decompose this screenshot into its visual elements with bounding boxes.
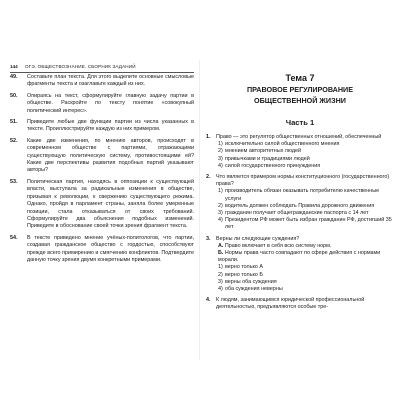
question-item	[10, 93, 194, 115]
page-number: 144	[10, 64, 18, 69]
judgment-text: Право включает в себя всю систему норм.	[224, 242, 332, 249]
part-label: Часть 1	[285, 118, 315, 127]
option-text: исключительно силой общественного мнения	[225, 141, 340, 148]
question-item	[10, 74, 194, 89]
question-number: 52.	[10, 137, 18, 144]
answer-option	[216, 148, 394, 155]
question-text: Какие две изменения, по мнению авторов, происходят в современном обществе с партиями, отражающими существующую политическую систему, противостоящими ей? Какие две перспективы развития подобных партий указывают авторы?	[27, 137, 194, 174]
answer-options	[216, 264, 394, 293]
task-item	[206, 236, 394, 294]
task-number: 2.	[206, 174, 211, 181]
answer-option	[216, 163, 394, 170]
task-item	[206, 134, 394, 170]
question-text: Опираясь на текст, сформулируйте главную задачу партии в обществе. Раскройте по тексту понятие «совокупный политический интерес».	[27, 92, 194, 114]
judgment-text: Нормы права часто совпадают по сфере действия с нормами морали.	[218, 250, 381, 264]
option-text: гражданин получает общегражданские паспорта с 14 лет	[225, 210, 369, 217]
question-list	[10, 74, 194, 268]
judgment	[216, 250, 394, 264]
answer-option	[216, 217, 394, 231]
option-number: 1)	[218, 264, 223, 271]
judgment-label: Б.	[218, 250, 224, 257]
question-number: 50.	[10, 92, 18, 99]
answer-option	[216, 272, 394, 279]
topic-title-line-1: ПРАВОВОЕ РЕГУЛИРОВАНИЕ	[246, 85, 354, 94]
option-number: 3)	[218, 278, 223, 285]
option-number: 4)	[218, 162, 223, 169]
question-text: Политическая партия, находясь в оппозиции к существующей власти, выступала за радикальные изменения в обществе, призывая к революции, к свержению существующего режима. Однако, пройдя в парламент страны, заняла более умеренные позиции, стала отказываться от своих требований. Сформулируйте два объяснения подобных изменений. Приведите в обоснование своей точки зрения фрагмент текста.	[27, 178, 194, 230]
option-text: верны оба суждения	[225, 278, 277, 285]
question-number: 54.	[10, 234, 18, 241]
task-text: Что является примером нормы конституционного (государственного) права?	[216, 174, 390, 188]
task-item	[206, 174, 394, 232]
option-text: оба суждения неверны	[225, 286, 283, 293]
answer-option	[216, 188, 394, 202]
option-text: верно только А	[225, 264, 264, 271]
question-text: Составьте план текста. Для этого выделите основные смысловые фрагменты текста и озаглавьте каждый из них.	[27, 74, 194, 88]
judgment	[216, 243, 394, 250]
question-item	[10, 138, 194, 175]
option-number: 1)	[218, 188, 223, 195]
task-number: 1.	[206, 134, 211, 140]
option-text: привычками и традициями людей	[225, 155, 310, 162]
topic-header	[206, 72, 394, 105]
option-number: 1)	[218, 141, 223, 148]
judgment-label: А.	[218, 242, 224, 249]
option-text: водитель должен соблюдать Правила дорожного движения	[225, 202, 375, 209]
question-text: Приведите любые две функции партии из числа указанных в тексте. Проиллюстрируйте каждую из них примером.	[27, 119, 194, 133]
question-number: 49.	[10, 74, 18, 80]
answer-option	[216, 203, 394, 210]
task-number: 4.	[206, 297, 211, 304]
question-item	[10, 119, 194, 134]
option-number: 4)	[218, 286, 223, 293]
topic-number: Тема 7	[285, 73, 315, 83]
option-text: мнением авторитетных людей	[225, 148, 301, 155]
answer-option	[216, 286, 394, 293]
question-text: В тексте приведено мнение учёных-политологов, что партии, создавая гражданское общество с гордостью, способствуют прежде всего примирению и смягчению конфликтов. Подтвердите данную точку зрения двумя конкретными примерами.	[27, 234, 194, 263]
task-list	[206, 134, 394, 316]
option-number: 2)	[218, 271, 223, 278]
gutter-divider	[199, 60, 200, 360]
option-number: 2)	[218, 202, 223, 209]
task-number: 3.	[206, 235, 211, 242]
question-number: 51.	[10, 119, 18, 126]
option-text: верно только Б	[225, 271, 263, 278]
answer-option	[216, 279, 394, 286]
option-number: 2)	[218, 148, 223, 155]
option-number: 3)	[218, 155, 223, 162]
task-item	[206, 297, 394, 311]
answer-options	[216, 141, 394, 170]
task-text: Право — это регулятор общественных отношений, обеспеченный	[216, 134, 382, 140]
question-number: 53.	[10, 178, 18, 185]
left-page	[8, 0, 194, 400]
option-text: Президентом РФ может быть избран гражданин РФ, достигший 35 лет	[225, 217, 392, 231]
option-text: силой государственного принуждения	[225, 162, 321, 169]
question-item	[10, 235, 194, 265]
topic-title-line-2: ОБЩЕСТВЕННОЙ ЖИЗНИ	[254, 95, 346, 105]
answer-options	[216, 188, 394, 231]
right-page	[206, 0, 394, 400]
running-title: ОГЭ. ОБЩЕСТВОЗНАНИЕ. СБОРНИК ЗАДАНИЙ	[24, 64, 136, 69]
task-text: Верны ли следующие суждения?	[216, 235, 300, 242]
option-number: 4)	[218, 217, 223, 224]
option-number: 3)	[218, 210, 223, 217]
answer-option	[216, 156, 394, 163]
task-text: К людям, занимающимся юридической профессиональной деятельностью, предъявляются особые тре-	[216, 297, 365, 311]
running-head	[10, 63, 194, 73]
answer-option	[216, 264, 394, 271]
question-item	[10, 179, 194, 231]
option-text: производитель обязан оказывать потребителю качественные услуги	[225, 188, 380, 202]
